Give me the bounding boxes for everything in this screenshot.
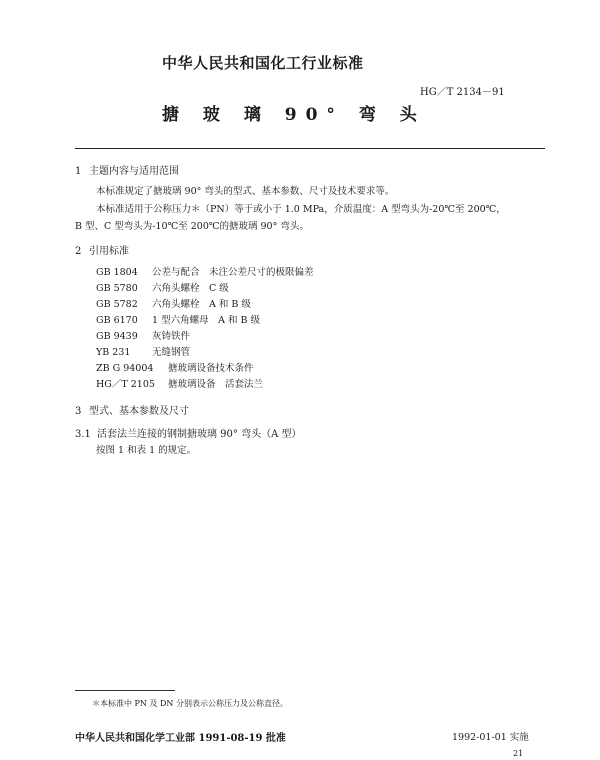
section-1-para-2-line-1: 本标准适用于公称压力＊（PN）等于或小于 1.0 MPa，介质温度：A 型弯头为-20℃至 200℃， <box>96 204 506 215</box>
reference-item <box>96 312 260 326</box>
footnote-rule <box>75 690 175 691</box>
section-3-number: 3 <box>75 406 82 417</box>
section-2-title: 引用标准 <box>89 246 129 257</box>
reference-code: GB 1804 <box>96 267 138 278</box>
implementation-date: 1992-01-01 实施 <box>452 732 529 743</box>
reference-item <box>96 376 263 390</box>
standard-number: HG／T 2134－91 <box>420 87 505 98</box>
section-3-1-text: 按图 1 和表 1 的规定。 <box>96 445 197 456</box>
section-3-1-number: 3.1 <box>75 429 91 440</box>
reference-title: 灰铸铁件 <box>152 331 191 342</box>
reference-title: 六角头螺栓 C 级 <box>152 283 229 294</box>
reference-title: 无缝钢管 <box>152 347 191 358</box>
approval-line: 中华人民共和国化学工业部 1991-08-19 批准 <box>75 733 286 744</box>
reference-code: YB 231 <box>96 347 131 358</box>
section-3-title: 型式、基本参数及尺寸 <box>89 406 189 417</box>
section-1-para-2-line-2: B 型、C 型弯头为-10℃至 200℃的搪玻璃 90° 弯头。 <box>75 221 309 232</box>
page-number: 21 <box>513 749 524 758</box>
reference-code: GB 5782 <box>96 299 138 310</box>
reference-code: GB 6170 <box>96 315 138 326</box>
header-rule <box>75 148 545 149</box>
document-title: 搪 玻 璃 90° 弯 头 <box>162 105 426 125</box>
section-3-1-heading <box>75 425 301 440</box>
reference-title: 搪玻璃设备 活套法兰 <box>168 379 264 390</box>
reference-title: 1 型六角螺母 A 和 B 级 <box>152 315 260 326</box>
section-2-heading <box>75 242 129 257</box>
reference-title: 搪玻璃设备技术条件 <box>168 363 254 374</box>
reference-title: 公差与配合 未注公差尺寸的极限偏差 <box>152 267 314 278</box>
reference-item <box>96 264 314 278</box>
reference-code: ZB G 94004 <box>96 363 154 374</box>
section-1-heading <box>75 162 179 177</box>
reference-item <box>96 296 251 310</box>
section-1-number: 1 <box>75 166 82 177</box>
reference-title: 六角头螺栓 A 和 B 级 <box>152 299 251 310</box>
section-1-title: 主题内容与适用范围 <box>89 166 179 177</box>
section-3-heading <box>75 402 189 417</box>
reference-item <box>96 280 229 294</box>
section-2-number: 2 <box>75 246 82 257</box>
issuing-category: 中华人民共和国化工行业标准 <box>162 54 364 72</box>
footnote: ＊本标准中 PN 及 DN 分别表示公称压力及公称直径。 <box>92 699 288 708</box>
section-1-para-1: 本标准规定了搪玻璃 90° 弯头的型式、基本参数、尺寸及技术要求等。 <box>96 186 395 197</box>
reference-code: HG／T 2105 <box>96 379 155 390</box>
reference-code: GB 5780 <box>96 283 138 294</box>
reference-code: GB 9439 <box>96 331 138 342</box>
section-3-1-title: 活套法兰连接的钢制搪玻璃 90° 弯头（A 型） <box>97 429 302 440</box>
reference-item <box>96 344 190 358</box>
reference-item <box>96 360 254 374</box>
reference-item <box>96 328 190 342</box>
